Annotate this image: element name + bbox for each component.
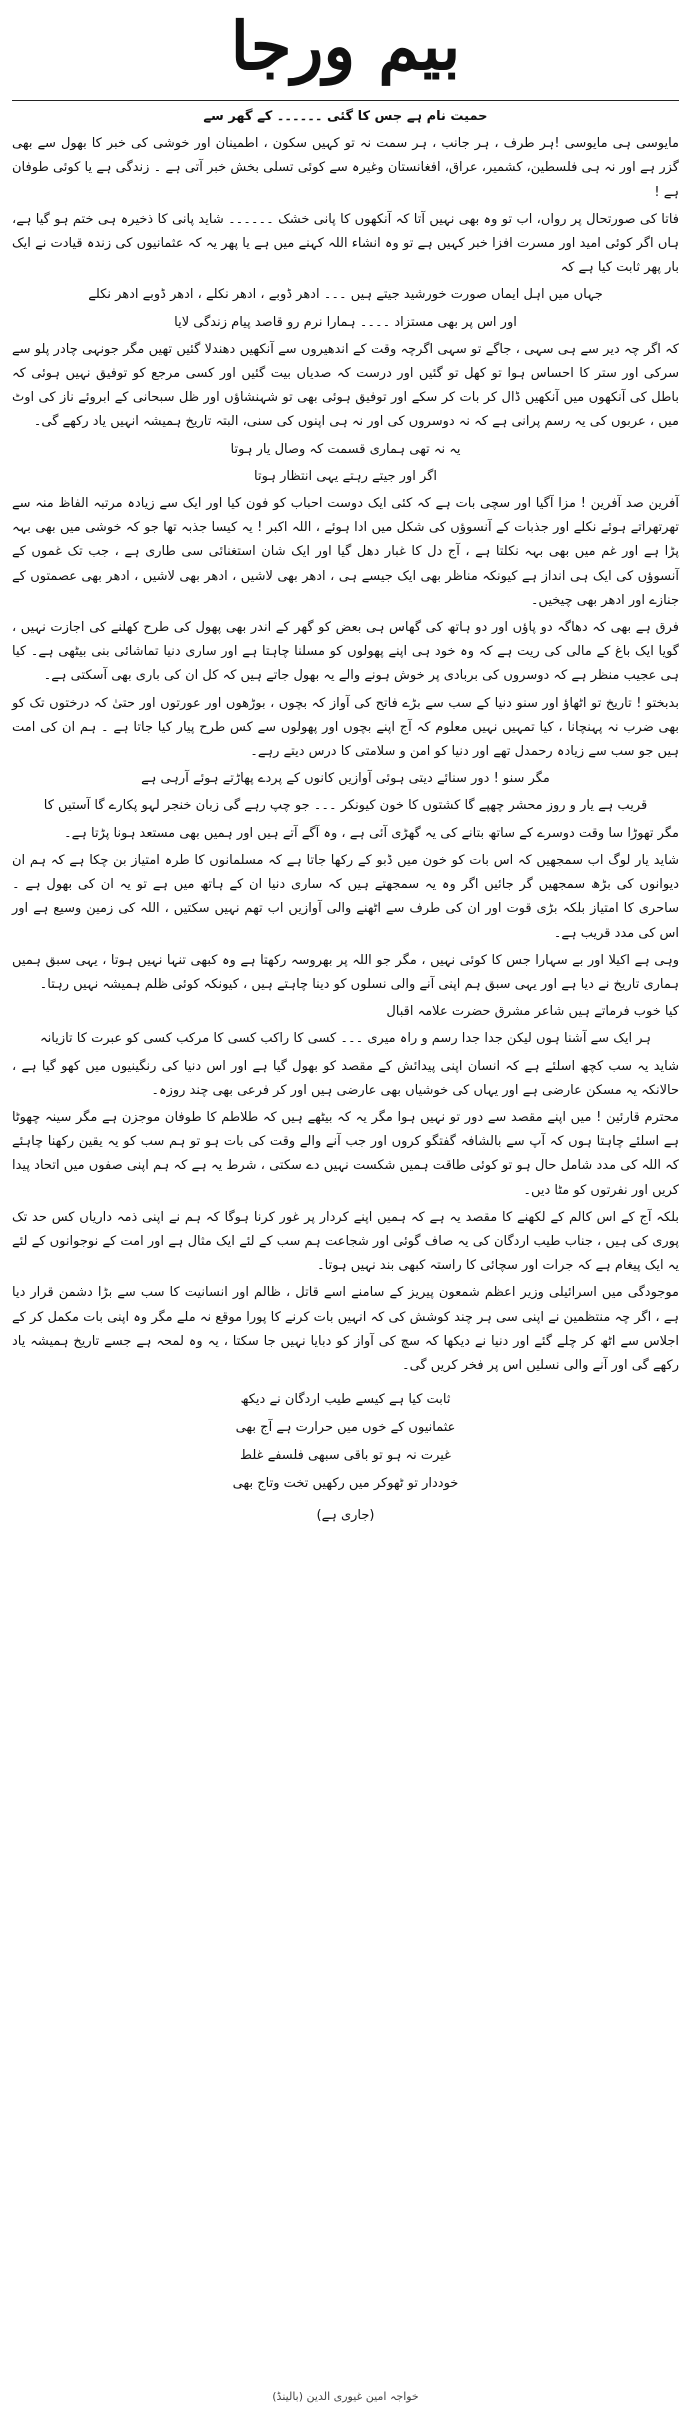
paragraph: موجودگی میں اسرائیلی وزیر اعظم شمعون پیریز کے سامنے اسے قاتل ، ظالم اور انسانیت کا سب سے بڑا دشمن قرار دیا ہے ، اگر چہ منتظمین نے اپنی سی ہر چند کوشش کی کہ انہیں بات کرنے کا پورا موقع نہ ملے مگر وہ اپنی بات مکمل کر کے اجلاس سے اٹھ کر چلے گئے اور دنیا نے دیکھا کہ سچ کی آواز کو دبایا نہیں جا سکتا ، یہ وہ لمحہ ہے جسے تاریخ ہمیشہ یاد رکھے گی اور آنے والی نسلیں اس پر فخر کریں گی۔ [12,1285,679,1373]
paragraph: محترم قارئین ! میں اپنے مقصد سے دور تو نہیں ہوا مگر یہ کہ بیٹھے ہیں کہ طلاطم کا طوفان موجزن ہے مگر سینہ چھوٹا ہے اسلئے چاہتا ہوں کہ آپ سے بالشافہ گفتگو کروں اور جب آنے والے وقت کی بات ہو تو ہم سب کو یہ یقین رکھنا چاہئے کہ اللہ کی مدد شامل حال ہو تو کوئی طاقت ہمیں شکست نہیں دے سکتی ، شرط یہ ہے کہ ہم اپنی صفوں میں اتحاد پیدا کریں اور نفرتوں کو مٹا دیں۔ [12,1109,679,1198]
poem-line: غیرت نہ ہو تو باقی سبھی فلسفے غلط [240,1448,451,1464]
poem-line: خوددار تو ٹھوکر میں رکھیں تخت وتاج بھی [232,1476,459,1492]
verse: اگر اور جیتے رہتے یہی انتظار ہوتا [254,468,437,484]
verse: مگر سنو ! دور سنائے دیتی ہوئی آوازیں کانوں کے پردے پھاڑتے ہوئے آرہی ہے [141,771,550,787]
paragraph: مایوسی ہی مایوسی !ہر طرف ، ہر جانب ، ہر سمت نہ تو کہیں سکون ، اطمینان اور خوشی کی خبر کا بھول سے بھی گزر ہے اور نہ ہی فلسطین، کشمیر، عراق، افغانستان وغیرہ سے کوئی تسلی بخش خبر آتی ہے ۔ زندگی ہے یا کوئی طوفان ہے ! [12,136,679,200]
paragraph: شاید یار لوگ اب سمجھیں کہ اس بات کو خون میں ڈبو کے رکھا جاتا ہے کہ مسلمانوں کا طرہ امتیاز بن چکا ہے کہ ہم ان دیوانوں کی بڑھ سمجھیں گر جائیں اگر وہ یہ سمجھتے ہیں کہ ساری دنیا ان کے ہاتھ میں ہے تو یہ ان کی بھول ہے ۔ ساحری کا امتیاز بلکہ بڑی قوت اور ان کی طرف سے اٹھنے والی آوازیں اب تھم نہیں سکتیں ، اللہ کی زمین وسیع ہے اور اس کی مدد قریب ہے۔ [12,852,679,941]
paragraph: بلکہ آج کے اس کالم کے لکھنے کا مقصد یہ ہے کہ ہمیں اپنے کردار پر غور کرنا ہوگا کہ ہم نے اپنی ذمہ داریاں کس حد تک پوری کی ہیں ، جناب طیب اردگان کی یہ صاف گوئی اور شجاعت ہم سب کے لئے ایک مثال ہے اور امت کے نوجوانوں کے لئے یہ ایک پیغام ہے کہ جرات اور سچائی کا راستہ کبھی بند نہیں ہوتا۔ [12,1209,679,1274]
closing-poem [12,1386,679,1498]
paragraph: کہ اگر چہ دیر سے ہی سہی ، جاگے تو سہی اگرچہ وقت کے اندھیروں سے آنکھیں دھندلا گئیں تھیں مگر جونہی چادر پلو سے سرکی اور ستر کا احساس ہوا تو کھل تو گئیں اور درست کہ صدیاں بیت گئیں اور کسی مرجع کو توفیق نہیں ہوئی کہ باطل کی آنکھوں میں آنکھیں ڈال کر بات کر سکے اور توفیق ہوئی بھی تو شہنشاؤں اور ظل سبحانی کے ابروئے ناز کی اوٹ میں ، عربوں کی یہ رسم پرانی ہے کہ نہ دوسروں کی اور نہ ہی اپنوں کی سنی، البتہ تاریخ ہمیشہ انہیں یاد رکھے گی۔ [12,341,679,430]
paragraph: بدبختو ! تاریخ تو اٹھاؤ اور سنو دنیا کے سب سے بڑے فاتح کی آواز کہ بچوں ، بوڑھوں اور عورتوں اور حتیٰ کہ درختوں تک کو بھی ضرب نہ پہنچانا ، کیا تمہیں نہیں معلوم کہ آج اپنے بچوں اور پھولوں سے کس طرح پیار کیا جاتا ہے ۔ ہم ان کی امت ہیں جو سب سے زیادہ رحمدل تھے اور دنیا کو امن و سلامتی کا درس دیتے رہے۔ [12,695,679,760]
paragraph: اور اس پر بھی مستزاد ۔۔۔۔ ہمارا نرم رو قاصد پیام زندگی لایا [174,314,517,330]
headline: حمیت نام ہے جس کا گئی ۔۔۔۔۔۔ کے گھر سے [203,109,488,124]
paragraph: فرق ہے بھی کہ دھاگہ دو پاؤں اور دو ہاتھ کی گھاس ہی بعض کو گھر کے اندر بھی پھول کی طرح کھلنے کی اجازت نہیں ، گویا ایک باغ کے مالی کی ریت ہے کہ وہ خود ہی اپنے پھولوں کو مسلنا چاہتا ہے اور ساری دنیا تماشائی بنی بیٹھی ہے۔ کیا ہی عجیب منظر ہے کہ دوسروں کی بربادی پر خوش ہونے والے یہ بھول جاتے ہیں کہ کل ان کی باری بھی آسکتی ہے۔ [12,620,679,684]
paragraph: مگر تھوڑا سا وقت دوسرے کے ساتھ بتانے کی یہ گھڑی آئی ہے ، وہ آگے آتے ہیں اور ہمیں بھی مستعد ہونا پڑتا ہے۔ [64,825,679,841]
column-title: بیم ورجا [230,7,461,85]
verse: یہ نہ تھی ہماری قسمت کہ وصال یار ہوتا [230,441,461,457]
title-divider [12,100,679,101]
column-body [12,105,679,1528]
poem-line: ثابت کیا ہے کیسے طیب اردگان نے دیکھ [240,1392,451,1408]
paragraph: فاتا کی صورتحال پر رواں، اب تو وہ بھی نہیں آتا کہ آنکھوں کا پانی خشک ۔۔۔۔۔۔ شاید پانی کا ذخیرہ ہی ختم ہو گیا ہے، ہاں اگر کوئی امید اور مسرت افزا خبر کہیں ہے تو وہ انشاء اللہ کہنے میں ہے یا پھر یہ کہ عثمانیوں کی زندہ قیادت نے ایک بار پھر ثابت کیا ہے کہ [12,211,679,276]
verse: جہاں میں اہل ایماں صورت خورشید جیتے ہیں ۔۔۔ ادھر ڈوبے ، ادھر نکلے ، ادھر ڈوبے ادھر نکلے [88,287,603,303]
verse: قریب ہے یار و روز محشر چھپے گا کشتوں کا خون کیونکر ۔۔۔ جو چپ رہے گی زبان خنجر لہو پکارے گا آستیں کا [43,798,648,814]
author-byline: خواجہ امین غیوری الدین (بالینڈ) [272,2390,419,2403]
verse: ہر ایک سے آشنا ہوں لیکن جدا جدا رسم و راہ میری ۔۔۔ کسی کا راکب کسی کا مرکب کسی کو عبرت کا تازیانہ [40,1031,651,1047]
continued-note: (جاری ہے) [316,1508,375,1524]
paragraph: شاید یہ سب کچھ اسلئے ہے کہ انسان اپنی پیدائش کے مقصد کو بھول گیا ہے اور اس دنیا کی رنگینیوں میں کھو گیا ہے ، حالانکہ یہ مسکن عارضی ہے اور یہاں کی خوشیاں بھی عارضی ہیں اور کر فرعی بھی چند روزہ۔ [12,1058,679,1098]
paragraph: کیا خوب فرماتے ہیں شاعر مشرق حضرت علامہ اقبال [386,1004,679,1020]
poem-line: عثمانیوں کے خوں میں حرارت ہے آج بھی [235,1420,456,1436]
paragraph: آفرین صد آفرین ! مزا آگیا اور سچی بات ہے کہ کئی ایک دوست احباب کو فون کیا اور ایک سے زیادہ مرتبہ الفاظ منہ سے تھرتھراتے ہوئے نکلے اور جذبات کے آنسوؤں کی شکل میں ادا ہوئے ، اللہ اکبر ! یہ کیسا جذبہ تھا جو کہ خوشی میں بھی بہہ پڑا ہے اور غم میں بھی بہہ نکلتا ہے ، آج دل کا غبار دھل گیا اور ایک شان استغنائی سی طاری ہے ، جب تک غموں کے آنسوؤں کی ایک ہی انداز ہے کیونکہ مناظر بھی ایک جیسے ہی ، ادھر بھی لاشیں ، ادھر بھی لاشیں ، ادھر بھی عصمتوں کے جنازے اور ادھر بھی چیخیں۔ [12,496,679,608]
paragraph: وہی ہے اکیلا اور بے سہارا جس کا کوئی نہیں ، مگر جو اللہ پر بھروسہ رکھتا ہے وہ کبھی تنہا نہیں ہوتا ، یہی سبق ہمیں ہماری تاریخ نے دیا ہے اور یہی سبق ہم اپنی آنے والی نسلوں کو دینا چاہتے ہیں ، کیونکہ کوئی ظلم ہمیشہ نہیں رہتا۔ [12,952,679,992]
